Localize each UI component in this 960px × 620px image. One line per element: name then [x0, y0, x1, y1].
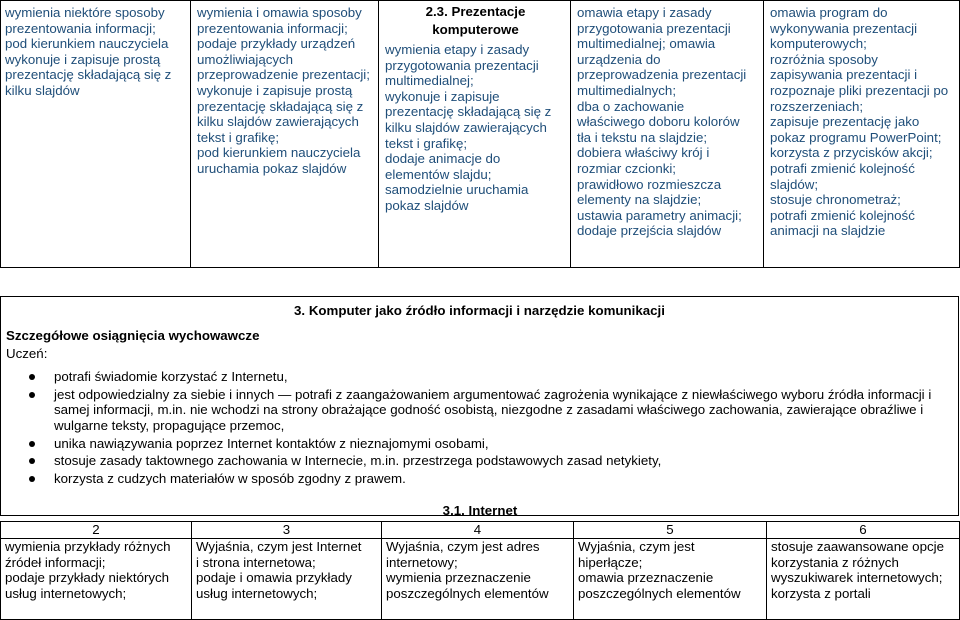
grade-number: 4: [382, 522, 574, 539]
section-title-3-1: 3.1. Internet: [442, 503, 518, 518]
list-item: unika nawiązywania poprzez Internet kontaktów z nieznajomymi osobami,: [54, 436, 934, 452]
educational-goals-box: [0, 296, 959, 516]
list-item: korzysta z cudzych materiałów w sposób zgodny z prawem.: [54, 471, 934, 487]
internet-grade-6-cell: stosuje zaawansowane opcje korzystania z różnych wyszukiwarek internetowych; korzysta z portali: [767, 539, 960, 620]
section-title-3: 3. Komputer jako źródło informacji i narzędzie komunikacji: [294, 303, 665, 318]
grade-3-cell: wymienia i omawia sposoby prezentowania informacji; podaje przykłady urządzeń umożliwiających przeprowadzenie prezentacji; wykonuje i zapisuje prostą prezentację składającą się z kilku slajdów zawierających tekst i grafikę; pod kierunkiem nauczyciela uruchamia pokaz slajdów: [191, 1, 379, 268]
grade-5-cell: omawia etapy i zasady przygotowania prezentacji multimedialnej; omawia urządzenia do przeprowadzenia prezentacji multimedialnych; dba o zachowanie właściwego doboru kolorów tła i tekstu na slajdzie; dobiera właściwy krój i rozmiar czcionki; prawidłowo rozmieszcza elementy na slajdzie; ustawia parametry animacji; dodaje przejścia slajdów: [571, 1, 764, 268]
grade-4-cell: wymienia etapy i zasady przygotowania prezentacji multimedialnej; wykonuje i zapisuje prezentację składającą się z kilku slajdów zawierających tekst i grafikę; dodaje animacje do elementów slajdu; samodzielnie uruchamia pokaz slajdów: [385, 42, 552, 213]
list-item: potrafi świadomie korzystać z Internetu,: [54, 369, 934, 385]
grade-number: 3: [192, 522, 382, 539]
top-table: [0, 0, 960, 268]
goals-heading: Szczegółowe osiągnięcia wychowawcze: [6, 328, 260, 343]
list-item: jest odpowiedzialny za siebie i innych — potrafi z zaangażowaniem argumentować zagrożenia wynikające z niewłaściwego wyboru źródła informacji i samej informacji, m.in. nie wchodzi na strony obrażające godność osobistą, niezgodne z zasadami właściwego zachowania, zawierające obraźliwe i wulgarne teksty, propagujące przemoc,: [54, 387, 934, 434]
student-label: Uczeń:: [6, 346, 48, 361]
internet-grade-4-cell: Wyjaśnia, czym jest adres internetowy; wymienia przeznaczenie poszczególnych elementów: [382, 539, 574, 620]
internet-table: [0, 521, 960, 620]
internet-grade-3-cell: Wyjaśnia, czym jest Internet i strona internetowa; podaje i omawia przykłady usług internetowych;: [192, 539, 382, 620]
grade-2-cell: wymienia niektóre sposoby prezentowania informacji; pod kierunkiem nauczyciela wykonuje i zapisuje prostą prezentację składającą się z kilku slajdów: [1, 1, 191, 268]
grade-number: 2: [1, 522, 192, 539]
grade-number: 5: [574, 522, 767, 539]
grade-6-cell: omawia program do wykonywania prezentacji komputerowych; rozróżnia sposoby zapisywania prezentacji i rozpoznaje pliki prezentacji po rozszerzeniach; zapisuje prezentację jako pokaz programu PowerPoint; korzysta z przycisków akcji; potrafi zmienić kolejność slajdów; stosuje chronometraż; potrafi zmienić kolejność animacji na slajdzie: [764, 1, 960, 268]
goals-list: [15, 369, 934, 489]
internet-grade-2-cell: wymienia przykłady różnych źródeł informacji; podaje przykłady niektórych usług internetowych;: [1, 539, 192, 620]
list-item: stosuje zasady taktownego zachowania w Internecie, m.in. przestrzega podstawowych zasad netykiety,: [54, 453, 934, 469]
internet-grade-5-cell: Wyjaśnia, czym jest hiperłącze; omawia przeznaczenie poszczególnych elementów: [574, 539, 767, 620]
grade-number: 6: [767, 522, 960, 539]
section-title-2-3: 2.3. Prezentacje komputerowe: [425, 4, 526, 37]
